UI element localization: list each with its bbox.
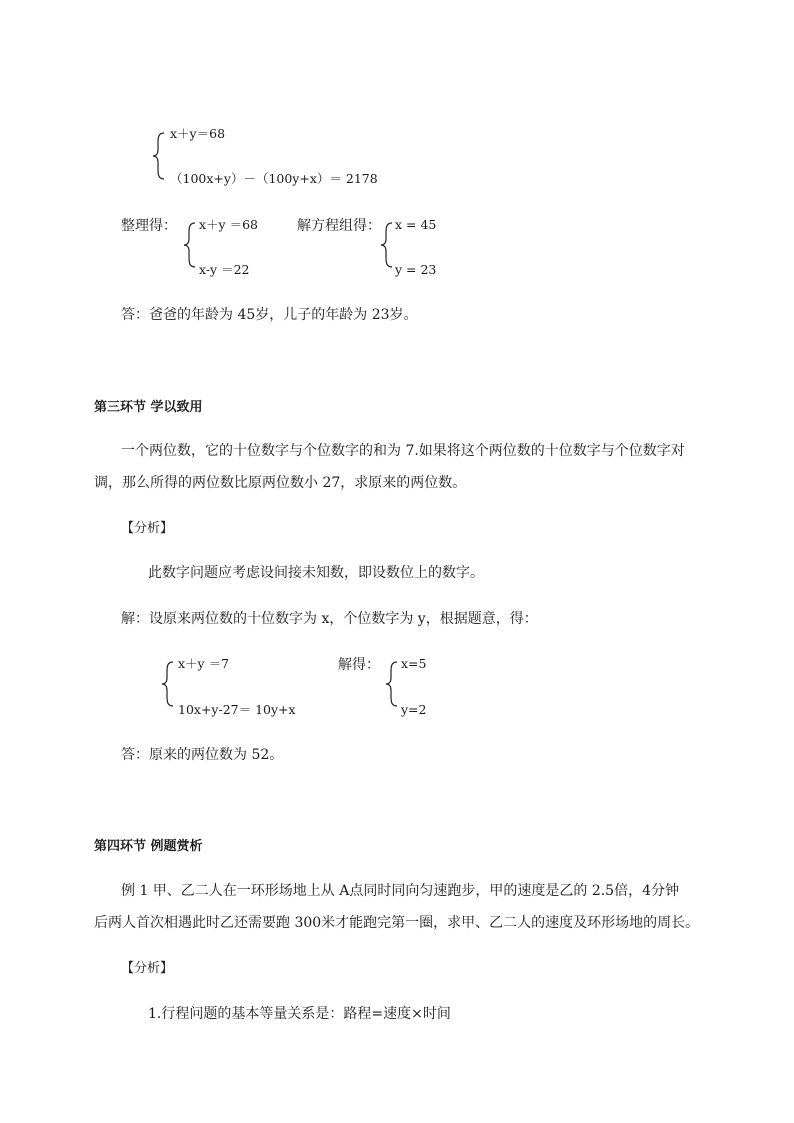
brace-solve1 — [380, 222, 394, 268]
tidy-line1: x＋y ＝68 — [199, 217, 258, 232]
brace-section3-solve — [385, 661, 399, 707]
section3-problem-line2: 调，那么所得的两位数比原两位数小 27，求原来的两位数。 — [94, 475, 467, 491]
section3-system-line1: x＋y ＝7 — [178, 656, 230, 671]
system1-line1: x＋y＝68 — [170, 126, 226, 141]
section4-example-line1: 例 1 甲、乙二人在一环形场地上从 A点同时同向匀速跑步，甲的速度是乙的 2.5倍，4分钟 — [121, 883, 679, 899]
solve1-label: 解方程组得： — [297, 218, 381, 234]
section3-problem-line1: 一个两位数，它的十位数字与个位数字的和为 7.如果将这个两位数的十位数字与个位数字对 — [121, 443, 685, 459]
section3-solve-line1: x=5 — [401, 656, 427, 671]
section3-system-line2: 10x+y-27＝ 10y+x — [178, 702, 296, 717]
section3-answer: 答：原来的两位数为 52。 — [121, 747, 284, 763]
section3-solve-label: 解得： — [338, 657, 380, 673]
brace-tidy — [183, 222, 197, 268]
solve1-line2: y = 23 — [395, 262, 437, 277]
brace-system1 — [152, 132, 166, 180]
system1-line2: （100x+y）－（100y+x）＝ 2178 — [170, 171, 378, 186]
section4-title: 第四环节 例题赏析 — [94, 839, 203, 854]
solve1-line1: x = 45 — [395, 217, 437, 232]
section3-title: 第三环节 学以致用 — [94, 400, 203, 415]
brace-section3-system — [161, 661, 175, 707]
answer-1: 答：爸爸的年龄为 45岁，儿子的年龄为 23岁。 — [121, 307, 418, 323]
section4-analysis-tag: 【分析】 — [121, 961, 174, 976]
tidy-line2: x-y ＝22 — [199, 262, 250, 277]
section3-analysis-text: 此数字问题应考虑设间接未知数，即设数位上的数字。 — [148, 565, 484, 581]
tidy-label: 整理得： — [121, 218, 177, 234]
section4-example-line2: 后两人首次相遇此时乙还需要跑 300米才能跑完第一圈，求甲、乙二人的速度及环形场地的周长。 — [94, 915, 700, 931]
section3-solve-line2: y=2 — [401, 702, 427, 717]
section3-solution-intro: 解：设原来两位数的十位数字为 x，个位数字为 y，根据题意，得： — [121, 611, 538, 627]
section4-point1: 1.行程问题的基本等量关系是：路程=速度×时间 — [148, 1006, 451, 1022]
section3-analysis-tag: 【分析】 — [121, 521, 174, 536]
